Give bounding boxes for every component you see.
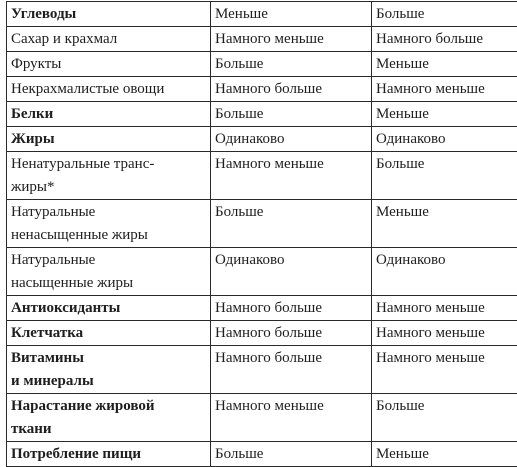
row-label-cell	[7, 127, 211, 152]
row-label-cell	[7, 321, 211, 346]
table-row	[7, 127, 517, 152]
value-cell-a-text: Больше	[215, 201, 367, 224]
value-cell-b-text: Больше	[376, 3, 517, 26]
value-cell-a	[211, 200, 372, 248]
row-label-cell	[7, 52, 211, 77]
value-cell-b	[372, 321, 517, 346]
row-label-cell	[7, 442, 211, 467]
table-row	[7, 77, 517, 102]
row-label-cell-text: Витамины и минералы	[11, 347, 206, 393]
row-label-cell	[7, 27, 211, 52]
comparison-table-body	[7, 2, 517, 467]
value-cell-a	[211, 2, 372, 27]
table-row	[7, 346, 517, 394]
value-cell-b-text: Одинаково	[376, 128, 517, 151]
value-cell-a-text: Больше	[215, 53, 367, 76]
value-cell-a-text: Одинаково	[215, 128, 367, 151]
row-label-cell-text: Ненатуральные транс- жиры*	[11, 153, 206, 199]
value-cell-b	[372, 152, 517, 200]
value-cell-a-text: Намного меньше	[215, 395, 367, 418]
value-cell-b	[372, 27, 517, 52]
row-label-cell	[7, 152, 211, 200]
table-row	[7, 152, 517, 200]
value-cell-a	[211, 248, 372, 296]
row-label-cell	[7, 296, 211, 321]
row-label-cell	[7, 248, 211, 296]
value-cell-b	[372, 52, 517, 77]
row-label-cell-text: Нарастание жировой ткани	[11, 395, 206, 441]
value-cell-b	[372, 127, 517, 152]
table-row	[7, 394, 517, 442]
row-label-cell	[7, 200, 211, 248]
value-cell-a	[211, 346, 372, 394]
row-label-cell-text: Углеводы	[11, 3, 206, 26]
value-cell-a-text: Больше	[215, 103, 367, 126]
value-cell-a-text: Одинаково	[215, 249, 367, 272]
value-cell-a-text: Намного больше	[215, 297, 367, 320]
value-cell-a	[211, 321, 372, 346]
row-label-cell	[7, 394, 211, 442]
value-cell-b	[372, 346, 517, 394]
value-cell-a	[211, 77, 372, 102]
value-cell-a	[211, 127, 372, 152]
value-cell-b-text: Меньше	[376, 443, 517, 466]
value-cell-b-text: Намного меньше	[376, 297, 517, 320]
table-row	[7, 296, 517, 321]
table-row	[7, 27, 517, 52]
comparison-table	[6, 1, 517, 467]
row-label-cell-text: Фрукты	[11, 53, 206, 76]
value-cell-b-text: Намного меньше	[376, 78, 517, 101]
row-label-cell	[7, 77, 211, 102]
value-cell-b	[372, 442, 517, 467]
value-cell-b-text: Меньше	[376, 103, 517, 126]
table-row	[7, 200, 517, 248]
row-label-cell	[7, 2, 211, 27]
value-cell-a	[211, 152, 372, 200]
value-cell-b-text: Меньше	[376, 201, 517, 224]
table-row	[7, 442, 517, 467]
value-cell-b-text: Одинаково	[376, 249, 517, 272]
value-cell-b-text: Меньше	[376, 53, 517, 76]
row-label-cell-text: Натуральные ненасыщенные жиры	[11, 201, 206, 247]
value-cell-b	[372, 248, 517, 296]
value-cell-a	[211, 27, 372, 52]
value-cell-b-text: Больше	[376, 153, 517, 176]
value-cell-a-text: Намного больше	[215, 322, 367, 345]
value-cell-b	[372, 200, 517, 248]
row-label-cell-text: Сахар и крахмал	[11, 28, 206, 51]
row-label-cell-text: Потребление пищи	[11, 443, 206, 466]
value-cell-b-text: Больше	[376, 395, 517, 418]
row-label-cell-text: Натуральные насыщенные жиры	[11, 249, 206, 295]
value-cell-a-text: Больше	[215, 443, 367, 466]
value-cell-b	[372, 296, 517, 321]
row-label-cell-text: Некрахмалистые овощи	[11, 78, 206, 101]
value-cell-b-text: Намного меньше	[376, 347, 517, 370]
value-cell-a-text: Меньше	[215, 3, 367, 26]
value-cell-a	[211, 52, 372, 77]
value-cell-a-text: Намного больше	[215, 78, 367, 101]
value-cell-a-text: Намного больше	[215, 347, 367, 370]
table-row	[7, 52, 517, 77]
table-row	[7, 2, 517, 27]
row-label-cell-text: Жиры	[11, 128, 206, 151]
row-label-cell	[7, 102, 211, 127]
value-cell-a	[211, 296, 372, 321]
row-label-cell	[7, 346, 211, 394]
value-cell-a	[211, 102, 372, 127]
value-cell-b	[372, 77, 517, 102]
table-row	[7, 321, 517, 346]
comparison-table-page	[6, 1, 511, 463]
value-cell-a-text: Намного меньше	[215, 153, 367, 176]
value-cell-a-text: Намного меньше	[215, 28, 367, 51]
row-label-cell-text: Белки	[11, 103, 206, 126]
value-cell-b-text: Намного больше	[376, 28, 517, 51]
row-label-cell-text: Антиоксиданты	[11, 297, 206, 320]
value-cell-b-text: Намного меньше	[376, 322, 517, 345]
row-label-cell-text: Клетчатка	[11, 322, 206, 345]
table-row	[7, 102, 517, 127]
value-cell-b	[372, 102, 517, 127]
table-row	[7, 248, 517, 296]
value-cell-a	[211, 442, 372, 467]
value-cell-b	[372, 2, 517, 27]
value-cell-b	[372, 394, 517, 442]
value-cell-a	[211, 394, 372, 442]
